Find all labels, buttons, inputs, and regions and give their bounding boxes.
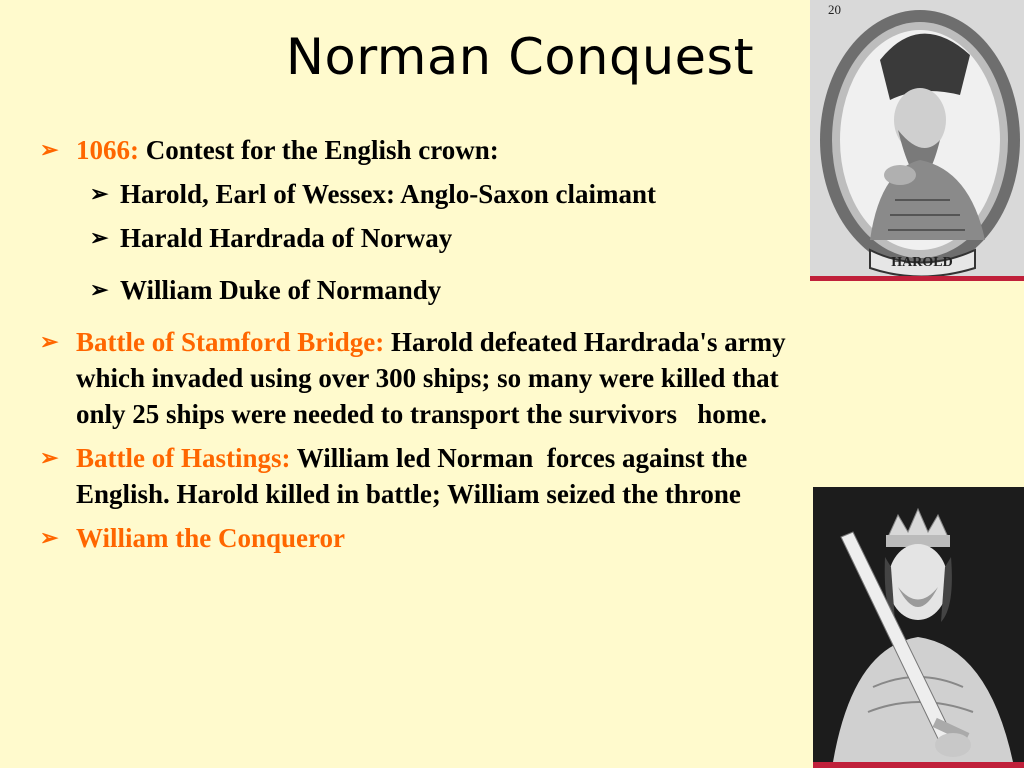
- william-portrait: [813, 487, 1024, 768]
- bullet-text: Harald Hardrada of Norway: [120, 223, 453, 253]
- bullet-text: Contest for the English crown:: [139, 135, 499, 165]
- arrow-bullet-icon: ➢: [40, 137, 59, 162]
- bullet-text: William Duke of Normandy: [120, 275, 442, 305]
- bullet-conqueror: [36, 520, 816, 556]
- harold-portrait: [810, 0, 1024, 281]
- sub-bullet-hardrada: [36, 220, 816, 256]
- arrow-bullet-icon: ➢: [40, 525, 59, 550]
- highlight-text: Battle of Hastings:: [76, 443, 291, 473]
- highlight-text: Battle of Stamford Bridge:: [76, 327, 385, 357]
- bullet-text: Harold, Earl of Wessex: Anglo-Saxon claimant: [120, 179, 657, 209]
- harold-number: 20: [828, 2, 841, 17]
- sub-bullet-harold: [36, 176, 816, 212]
- william-engraving-icon: [813, 487, 1024, 762]
- bullet-hastings: [36, 440, 816, 512]
- arrow-bullet-icon: ➢: [40, 445, 59, 470]
- harold-label: HAROLD: [891, 255, 953, 270]
- harold-engraving-icon: [810, 0, 1024, 276]
- arrow-bullet-icon: ➢: [90, 225, 109, 250]
- arrow-bullet-icon: ➢: [90, 277, 109, 302]
- sub-bullet-william: [36, 272, 816, 308]
- bullet-1066: [36, 132, 816, 168]
- bullet-text: William led Norman forces against the English. Harold killed in battle; William seized the throne: [76, 443, 754, 509]
- bullet-stamford-bridge: [36, 324, 816, 432]
- arrow-bullet-icon: ➢: [90, 181, 109, 206]
- highlight-text: William the Conqueror: [76, 523, 346, 553]
- arrow-bullet-icon: ➢: [40, 329, 59, 354]
- bullet-list: [36, 132, 816, 556]
- slide-title: Norman Conquest: [285, 28, 755, 86]
- bullet-text: Harold defeated Hardrada's army which invaded using over 300 ships; so many were killed that only 25 ships were needed to transport the survivors home.: [76, 327, 793, 429]
- highlight-text: 1066:: [76, 135, 139, 165]
